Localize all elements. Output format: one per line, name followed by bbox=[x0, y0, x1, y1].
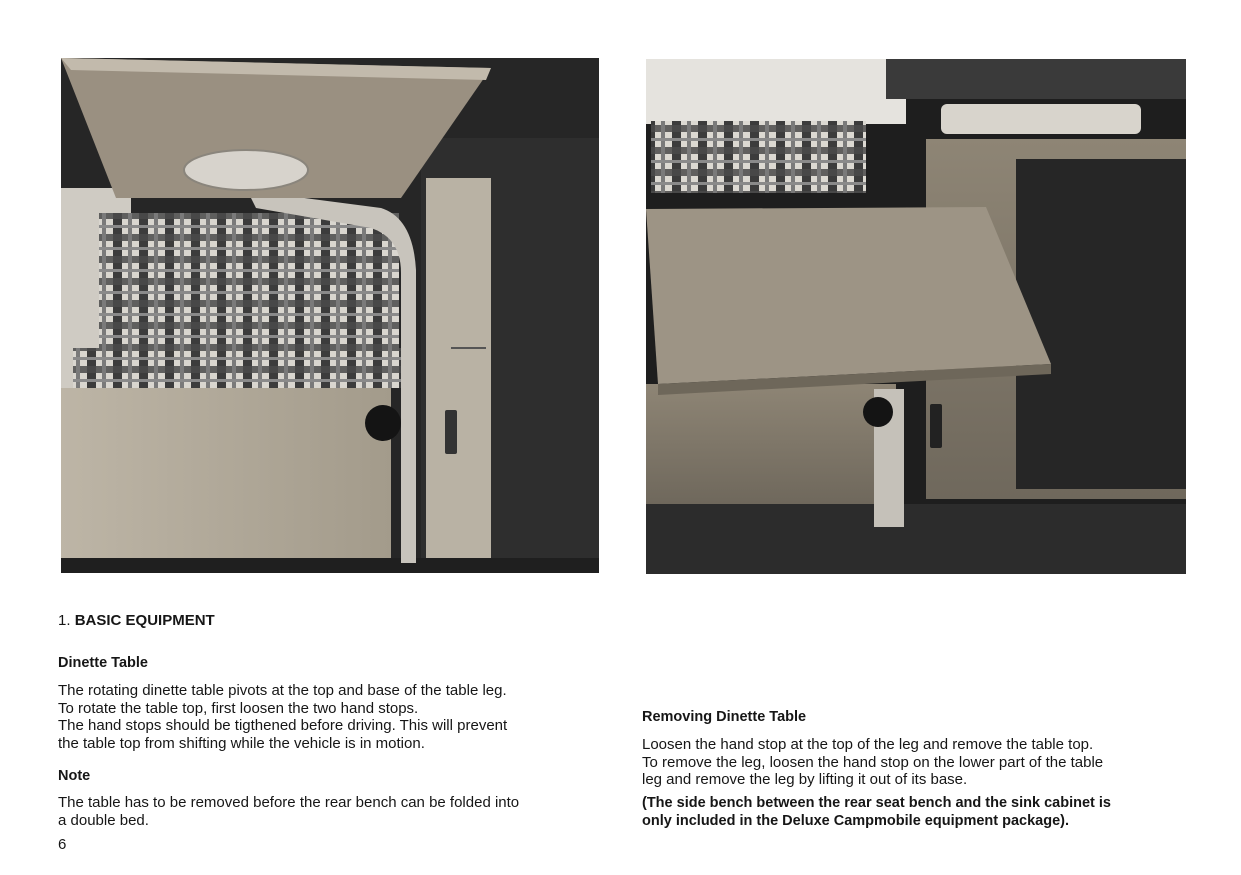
note-heading: Note bbox=[58, 768, 91, 784]
page-number: 6 bbox=[58, 836, 67, 853]
note-paragraph bbox=[58, 794, 606, 829]
package-line: only included in the Deluxe Campmobile equipment package). bbox=[642, 812, 1070, 829]
note-line: The table has to be removed before the rear bench can be folded into bbox=[58, 794, 520, 811]
photo-table-rotated-illustration bbox=[61, 58, 599, 573]
photo-table-removal-illustration bbox=[646, 59, 1186, 574]
dinette-line: The hand stops should be tigthened before driving. This will prevent bbox=[58, 717, 508, 734]
section-label: BASIC EQUIPMENT bbox=[74, 612, 215, 629]
photo-table-rotated bbox=[61, 58, 599, 573]
section-number: 1. bbox=[58, 612, 71, 629]
dinette-table-heading: Dinette Table bbox=[58, 655, 148, 671]
dinette-line: To rotate the table top, first loosen the two hand stops. bbox=[58, 699, 419, 717]
dinette-line: The rotating dinette table pivots at the top and base of the table leg. bbox=[58, 682, 507, 699]
removing-line: leg and remove the leg by lifting it out of its base. bbox=[642, 771, 968, 788]
removing-dinette-table-heading: Removing Dinette Table bbox=[642, 709, 807, 725]
photo-table-removal bbox=[646, 59, 1186, 574]
dinette-table-paragraph bbox=[58, 682, 606, 752]
removing-line: To remove the leg, loosen the hand stop on the lower part of the table bbox=[642, 753, 1104, 771]
section-title bbox=[58, 612, 215, 629]
package-line: (The side bench between the rear seat bench and the sink cabinet is bbox=[642, 795, 1111, 811]
removing-dinette-table-paragraph bbox=[642, 736, 1202, 789]
note-line: a double bed. bbox=[58, 811, 149, 829]
deluxe-package-note bbox=[642, 795, 1202, 830]
dinette-line: the table top from shifting while the vehicle is in motion. bbox=[58, 734, 425, 752]
removing-line: Loosen the hand stop at the top of the leg and remove the table top. bbox=[642, 736, 1094, 753]
